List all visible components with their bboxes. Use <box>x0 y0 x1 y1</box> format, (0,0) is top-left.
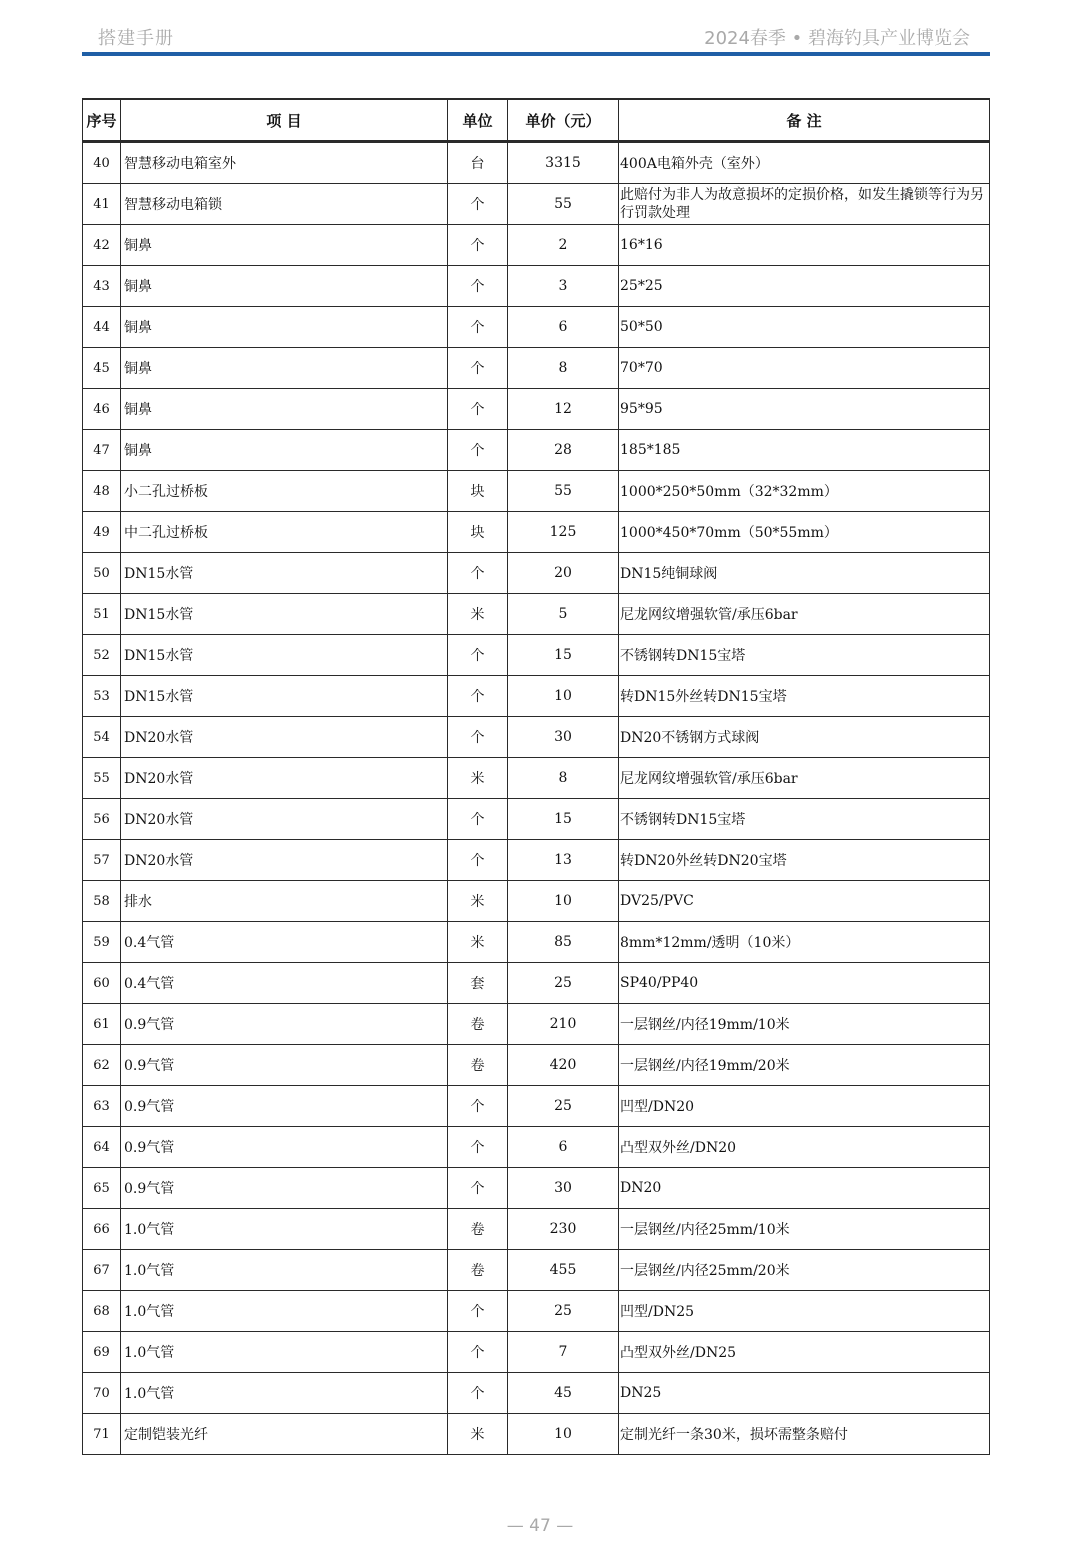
table-row <box>83 471 990 512</box>
row-item: DN15水管 <box>121 553 448 594</box>
row-price: 2 <box>508 225 619 266</box>
row-price: 13 <box>508 840 619 881</box>
row-item: 铜鼻 <box>121 430 448 471</box>
table-row <box>83 676 990 717</box>
row-price: 3315 <box>508 142 619 184</box>
table-row <box>83 348 990 389</box>
row-item: 0.4气管 <box>121 963 448 1004</box>
row-note: 不锈钢转DN15宝塔 <box>619 799 990 840</box>
row-unit: 个 <box>448 635 508 676</box>
table-header-row <box>83 99 990 142</box>
row-index: 56 <box>83 799 121 840</box>
row-note: 1000*250*50mm（32*32mm） <box>619 471 990 512</box>
row-unit: 块 <box>448 512 508 553</box>
table-row <box>83 1291 990 1332</box>
row-index: 52 <box>83 635 121 676</box>
row-item: 铜鼻 <box>121 348 448 389</box>
row-note: 凸型双外丝/DN25 <box>619 1332 990 1373</box>
row-index: 71 <box>83 1414 121 1455</box>
row-unit: 米 <box>448 922 508 963</box>
table-row <box>83 840 990 881</box>
row-note: 1000*450*70mm（50*55mm） <box>619 512 990 553</box>
row-price: 45 <box>508 1373 619 1414</box>
row-price: 25 <box>508 1291 619 1332</box>
row-price: 15 <box>508 635 619 676</box>
row-item: DN15水管 <box>121 594 448 635</box>
table-row <box>83 389 990 430</box>
row-price: 7 <box>508 1332 619 1373</box>
row-unit: 个 <box>448 717 508 758</box>
row-price: 8 <box>508 758 619 799</box>
row-item: 定制铠装光纤 <box>121 1414 448 1455</box>
col-header-note: 备 注 <box>619 99 990 142</box>
page-number: — 47 — <box>506 1516 574 1536</box>
row-price: 25 <box>508 963 619 1004</box>
row-index: 68 <box>83 1291 121 1332</box>
row-unit: 个 <box>448 348 508 389</box>
row-note: 定制光纤一条30米，损坏需整条赔付 <box>619 1414 990 1455</box>
row-unit: 个 <box>448 184 508 225</box>
row-item: 1.0气管 <box>121 1332 448 1373</box>
row-price: 3 <box>508 266 619 307</box>
row-index: 43 <box>83 266 121 307</box>
row-item: 铜鼻 <box>121 307 448 348</box>
table-row <box>83 1127 990 1168</box>
table-row <box>83 1414 990 1455</box>
row-note: 此赔付为非人为故意损坏的定损价格，如发生撬锁等行为另行罚款处理 <box>619 184 990 225</box>
row-index: 50 <box>83 553 121 594</box>
row-price: 25 <box>508 1086 619 1127</box>
table-row <box>83 1332 990 1373</box>
row-unit: 个 <box>448 1291 508 1332</box>
row-unit: 个 <box>448 430 508 471</box>
row-note: DN20不锈钢方式球阀 <box>619 717 990 758</box>
table-row <box>83 266 990 307</box>
table-row <box>83 1209 990 1250</box>
row-unit: 卷 <box>448 1045 508 1086</box>
row-note: DV25/PVC <box>619 881 990 922</box>
row-price: 30 <box>508 1168 619 1209</box>
row-item: 1.0气管 <box>121 1250 448 1291</box>
row-index: 44 <box>83 307 121 348</box>
row-index: 66 <box>83 1209 121 1250</box>
row-item: DN20水管 <box>121 840 448 881</box>
table-row <box>83 430 990 471</box>
row-item: DN15水管 <box>121 635 448 676</box>
row-note: 95*95 <box>619 389 990 430</box>
row-price: 28 <box>508 430 619 471</box>
row-note: 尼龙网纹增强软管/承压6bar <box>619 594 990 635</box>
row-index: 65 <box>83 1168 121 1209</box>
row-index: 48 <box>83 471 121 512</box>
row-unit: 米 <box>448 881 508 922</box>
row-unit: 个 <box>448 307 508 348</box>
row-index: 59 <box>83 922 121 963</box>
row-item: 智慧移动电箱室外 <box>121 142 448 184</box>
row-item: 1.0气管 <box>121 1209 448 1250</box>
col-header-item: 项 目 <box>121 99 448 142</box>
row-index: 57 <box>83 840 121 881</box>
table-row <box>83 225 990 266</box>
row-item: DN20水管 <box>121 799 448 840</box>
row-index: 45 <box>83 348 121 389</box>
row-unit: 个 <box>448 389 508 430</box>
row-price: 55 <box>508 184 619 225</box>
table-row <box>83 881 990 922</box>
row-price: 30 <box>508 717 619 758</box>
row-unit: 卷 <box>448 1250 508 1291</box>
table-row <box>83 553 990 594</box>
table-row <box>83 635 990 676</box>
row-index: 42 <box>83 225 121 266</box>
row-unit: 米 <box>448 594 508 635</box>
table-row <box>83 512 990 553</box>
row-index: 61 <box>83 1004 121 1045</box>
table-row <box>83 1250 990 1291</box>
header-event-title: 2024春季 • 碧海钓具产业博览会 <box>704 28 970 49</box>
row-item: 排水 <box>121 881 448 922</box>
row-price: 55 <box>508 471 619 512</box>
row-note: 50*50 <box>619 307 990 348</box>
row-price: 10 <box>508 1414 619 1455</box>
row-index: 55 <box>83 758 121 799</box>
row-unit: 个 <box>448 1086 508 1127</box>
row-price: 85 <box>508 922 619 963</box>
row-index: 51 <box>83 594 121 635</box>
col-header-index: 序号 <box>83 99 121 142</box>
row-index: 53 <box>83 676 121 717</box>
table-row <box>83 184 990 225</box>
table-row <box>83 963 990 1004</box>
row-price: 10 <box>508 676 619 717</box>
row-item: 0.9气管 <box>121 1127 448 1168</box>
table-row <box>83 1168 990 1209</box>
table-row <box>83 1373 990 1414</box>
row-item: DN20水管 <box>121 758 448 799</box>
row-unit: 个 <box>448 225 508 266</box>
row-item: 铜鼻 <box>121 389 448 430</box>
row-note: 尼龙网纹增强软管/承压6bar <box>619 758 990 799</box>
row-item: 1.0气管 <box>121 1373 448 1414</box>
row-unit: 个 <box>448 1127 508 1168</box>
row-item: 0.9气管 <box>121 1045 448 1086</box>
row-note: 一层钢丝/内径25mm/20米 <box>619 1250 990 1291</box>
table-row <box>83 799 990 840</box>
header-manual-title: 搭建手册 <box>98 28 174 49</box>
row-note: 凸型双外丝/DN20 <box>619 1127 990 1168</box>
table-row <box>83 1004 990 1045</box>
table-row <box>83 1086 990 1127</box>
row-item: 小二孔过桥板 <box>121 471 448 512</box>
row-unit: 块 <box>448 471 508 512</box>
row-note: 一层钢丝/内径19mm/20米 <box>619 1045 990 1086</box>
row-price: 455 <box>508 1250 619 1291</box>
row-note: 一层钢丝/内径25mm/10米 <box>619 1209 990 1250</box>
row-price: 15 <box>508 799 619 840</box>
row-unit: 套 <box>448 963 508 1004</box>
table-row <box>83 717 990 758</box>
row-note: DN20 <box>619 1168 990 1209</box>
table-row <box>83 922 990 963</box>
row-unit: 个 <box>448 266 508 307</box>
row-item: 1.0气管 <box>121 1291 448 1332</box>
row-index: 62 <box>83 1045 121 1086</box>
row-unit: 个 <box>448 1373 508 1414</box>
row-unit: 个 <box>448 840 508 881</box>
row-note: 185*185 <box>619 430 990 471</box>
row-unit: 个 <box>448 1168 508 1209</box>
row-note: SP40/PP40 <box>619 963 990 1004</box>
row-note: 转DN15外丝转DN15宝塔 <box>619 676 990 717</box>
row-item: 智慧移动电箱锁 <box>121 184 448 225</box>
row-unit: 个 <box>448 676 508 717</box>
row-item: DN15水管 <box>121 676 448 717</box>
col-header-unit: 单位 <box>448 99 508 142</box>
row-price: 12 <box>508 389 619 430</box>
row-note: DN15纯铜球阀 <box>619 553 990 594</box>
row-price: 420 <box>508 1045 619 1086</box>
row-note: 凹型/DN25 <box>619 1291 990 1332</box>
row-item: 中二孔过桥板 <box>121 512 448 553</box>
row-price: 8 <box>508 348 619 389</box>
row-price: 6 <box>508 1127 619 1168</box>
row-unit: 台 <box>448 142 508 184</box>
row-note: 凹型/DN20 <box>619 1086 990 1127</box>
row-note: 转DN20外丝转DN20宝塔 <box>619 840 990 881</box>
row-index: 63 <box>83 1086 121 1127</box>
row-note: 8mm*12mm/透明（10米） <box>619 922 990 963</box>
row-price: 5 <box>508 594 619 635</box>
row-index: 60 <box>83 963 121 1004</box>
row-unit: 个 <box>448 1332 508 1373</box>
row-note: 不锈钢转DN15宝塔 <box>619 635 990 676</box>
table-row <box>83 1045 990 1086</box>
row-index: 54 <box>83 717 121 758</box>
row-index: 67 <box>83 1250 121 1291</box>
row-note: DN25 <box>619 1373 990 1414</box>
row-item: 0.9气管 <box>121 1004 448 1045</box>
row-price: 210 <box>508 1004 619 1045</box>
row-note: 一层钢丝/内径19mm/10米 <box>619 1004 990 1045</box>
row-unit: 个 <box>448 799 508 840</box>
row-item: 铜鼻 <box>121 266 448 307</box>
row-index: 47 <box>83 430 121 471</box>
row-note: 70*70 <box>619 348 990 389</box>
price-table <box>82 98 990 1455</box>
row-price: 125 <box>508 512 619 553</box>
row-item: 铜鼻 <box>121 225 448 266</box>
row-index: 40 <box>83 142 121 184</box>
row-price: 230 <box>508 1209 619 1250</box>
table-row <box>83 594 990 635</box>
col-header-price: 单价（元） <box>508 99 619 142</box>
row-index: 64 <box>83 1127 121 1168</box>
row-index: 70 <box>83 1373 121 1414</box>
row-price: 6 <box>508 307 619 348</box>
row-index: 41 <box>83 184 121 225</box>
row-index: 49 <box>83 512 121 553</box>
row-unit: 米 <box>448 1414 508 1455</box>
row-note: 400A电箱外壳（室外） <box>619 142 990 184</box>
header-divider <box>82 52 990 56</box>
table-row <box>83 142 990 184</box>
row-index: 58 <box>83 881 121 922</box>
row-note: 16*16 <box>619 225 990 266</box>
row-note: 25*25 <box>619 266 990 307</box>
row-price: 20 <box>508 553 619 594</box>
row-index: 46 <box>83 389 121 430</box>
table-body <box>83 142 990 1455</box>
row-price: 10 <box>508 881 619 922</box>
table-row <box>83 758 990 799</box>
row-item: DN20水管 <box>121 717 448 758</box>
row-unit: 个 <box>448 553 508 594</box>
row-item: 0.4气管 <box>121 922 448 963</box>
row-item: 0.9气管 <box>121 1086 448 1127</box>
row-item: 0.9气管 <box>121 1168 448 1209</box>
table-row <box>83 307 990 348</box>
row-unit: 米 <box>448 758 508 799</box>
row-unit: 卷 <box>448 1209 508 1250</box>
row-index: 69 <box>83 1332 121 1373</box>
row-unit: 卷 <box>448 1004 508 1045</box>
